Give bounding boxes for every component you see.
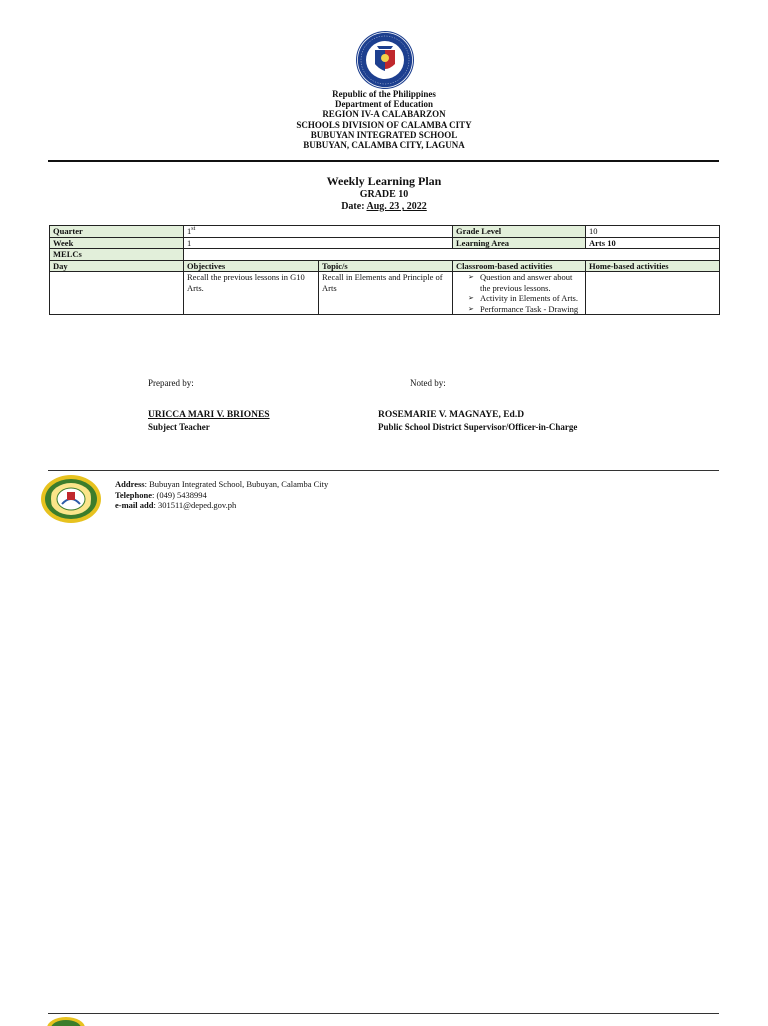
list-item: ➢ Performance Task - Drawing (470, 304, 582, 315)
next-page-divider (48, 1013, 719, 1014)
telephone-label: Telephone (115, 489, 153, 500)
quarter-suffix: st (191, 226, 196, 233)
plan-date-label: Date: (341, 201, 365, 212)
cell-topics: Recall in Elements and Principle of Arts (319, 272, 453, 315)
list-item: ➢ Question and answer about the previous lessons. (470, 272, 582, 293)
grade-level-value: 10 (586, 226, 720, 238)
footer-contact (115, 479, 328, 511)
table-row-quarter (50, 226, 720, 238)
school-logo-icon (40, 474, 102, 524)
noted-by-role: Public School District Supervisor/Officer-in-Charge (378, 422, 578, 432)
noted-by-label: Noted by: (410, 378, 446, 388)
plan-grade: GRADE 10 (359, 189, 409, 200)
footer-telephone (115, 490, 328, 501)
letterhead-republic: Republic of the Philippines (332, 89, 436, 99)
letterhead-region: REGION IV-A CALABARZON (322, 109, 446, 120)
plan-date-value: Aug. 23 , 2022 (366, 201, 427, 212)
grade-level-label: Grade Level (453, 226, 586, 238)
table-row-melcs (50, 249, 720, 261)
letterhead-address: BUBUYAN, CALAMBA CITY, LAGUNA (303, 140, 465, 151)
cell-classroom-activities (453, 272, 586, 315)
week-label: Week (50, 237, 184, 249)
footer-address (115, 479, 328, 490)
table-row (50, 272, 720, 315)
melcs-label: MELCs (50, 249, 184, 261)
plan-title: Weekly Learning Plan (326, 174, 442, 188)
prepared-by-name: URICCA MARI V. BRIONES (148, 410, 270, 420)
table-row-week (50, 237, 720, 249)
noted-by-name: ROSEMARIE V. MAGNAYE, Ed.D (378, 410, 525, 420)
column-header-objectives: Objectives (184, 260, 319, 272)
column-header-day: Day (50, 260, 184, 272)
cell-home-activities (586, 272, 720, 315)
column-header-classroom-activities: Classroom-based activities (453, 260, 586, 272)
address-value: : Bubuyan Integrated School, Bubuyan, Calamba City (144, 479, 329, 489)
email-label: e-mail add (115, 500, 154, 510)
letterhead-school: BUBUYAN INTEGRATED SCHOOL (310, 129, 458, 140)
header-divider (48, 160, 719, 162)
letterhead-division: SCHOOLS DIVISION OF CALAMBA CITY (296, 119, 472, 130)
plan-date (0, 201, 768, 212)
school-logo-icon (46, 1016, 86, 1026)
quarter-value (184, 226, 453, 238)
footer-email (115, 500, 328, 511)
address-label: Address (115, 479, 145, 489)
quarter-label: Quarter (50, 226, 184, 238)
footer-divider (48, 470, 719, 471)
email-value: : 301511@deped.gov.ph (153, 500, 237, 510)
telephone-value: : (049) 5438994 (152, 489, 207, 500)
list-item: ➢ Activity in Elements of Arts. (470, 293, 582, 304)
prepared-by-role: Subject Teacher (148, 422, 210, 432)
letterhead-department: Department of Education (335, 99, 433, 110)
column-header-home-activities: Home-based activities (586, 260, 720, 272)
cell-objectives: Recall the previous lessons in G10 Arts. (184, 272, 319, 315)
cell-day (50, 272, 184, 315)
letterhead (0, 89, 768, 150)
learning-area-value: Arts 10 (586, 237, 720, 249)
quarter-number: 1 (187, 226, 192, 236)
table-header-row (50, 260, 720, 272)
melcs-value (184, 249, 720, 261)
week-value: 1 (184, 237, 453, 249)
learning-plan-table (49, 225, 720, 315)
classroom-activities-list (456, 272, 582, 314)
deped-seal-icon (355, 30, 415, 90)
column-header-topics: Topic/s (319, 260, 453, 272)
learning-area-label: Learning Area (453, 237, 586, 249)
prepared-by-label: Prepared by: (148, 378, 194, 388)
